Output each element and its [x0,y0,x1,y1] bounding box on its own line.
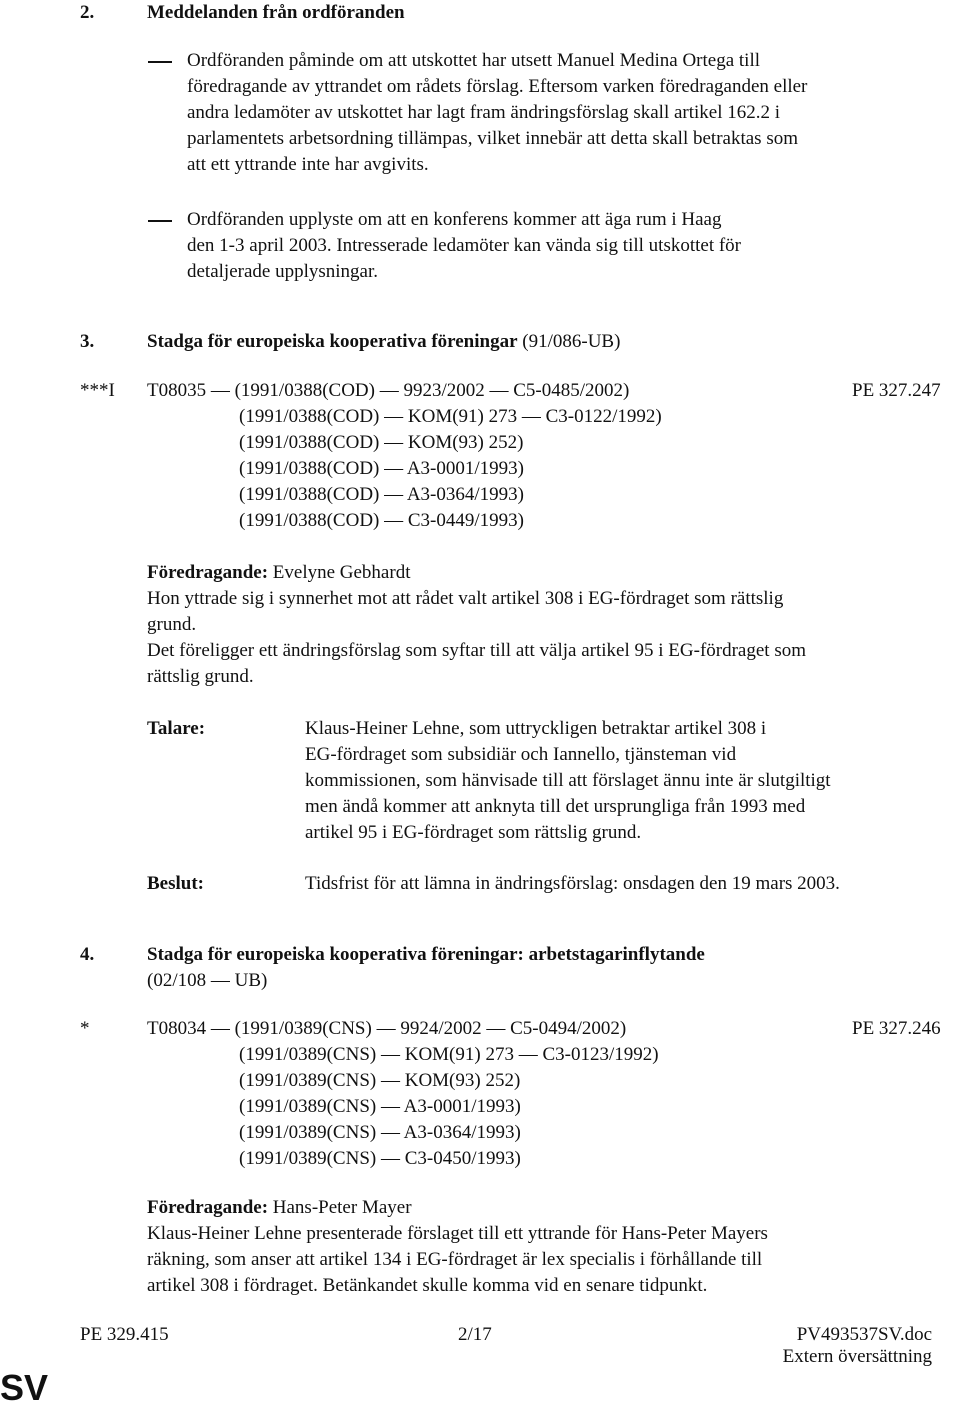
footer-pe-number: PE 329.415 [80,1324,169,1345]
text-line: Hon yttrade sig i synnerhet mot att rådet valt artikel 308 i EG-fördraget som rättslig [147,588,784,609]
speakers-label: Talare: [147,718,206,739]
rapporteur-label: Föredragande: [147,562,269,583]
language-code: SV [0,1367,49,1408]
text-line: andra ledamöter av utskottet har lagt fram ändringsförslag skall artikel 162.2 i [187,102,781,123]
reference-line: T08034 — (1991/0389(CNS) — 9924/2002 — C5-0494/2002) [147,1018,627,1039]
reference-line: T08035 — (1991/0388(COD) — 9923/2002 — C5-0485/2002) [147,380,630,401]
section-2-item-1 [187,48,807,178]
text-line: Det föreligger ett ändringsförslag som syftar till att välja artikel 95 i EG-fördraget som [147,640,806,661]
text-line: att ett yttrande inte har avgivits. [187,154,429,175]
reference-line: (1991/0389(CNS) — KOM(93) 252) [239,1070,521,1091]
text-line: artikel 308 i fördraget. Betänkandet skulle komma vid en senare tidpunkt. [147,1275,708,1296]
text-line: rättslig grund. [147,666,254,687]
speakers-text [305,716,831,846]
reference-line: (1991/0388(COD) — A3-0001/1993) [239,458,524,479]
footer-page-number: 2/17 [458,1324,492,1345]
section-3-number: 3. [80,331,95,352]
text-line: parlamentets arbetsordning tillämpas, vilket innebär att detta skall betraktas som [187,128,798,149]
procedure-mark: ***I [80,380,115,401]
rapporteur-line [147,1195,412,1221]
section-3-text [147,586,806,690]
text-line: Klaus-Heiner Lehne, som uttryckligen betraktar artikel 308 i [305,718,767,739]
text-line: räkning, som anser att artikel 134 i EG-fördraget är lex specialis i förhållande till [147,1249,763,1270]
text-line: artikel 95 i EG-fördraget som rättslig grund. [305,822,642,843]
reference-line: (1991/0388(COD) — A3-0364/1993) [239,484,524,505]
footer-doc-name: PV493537SV.doc [796,1324,932,1345]
reference-line: (1991/0389(CNS) — A3-0001/1993) [239,1096,521,1117]
section-2-title: Meddelanden från ordföranden [147,2,405,23]
section-2-number: 2. [80,2,95,23]
procedure-mark: * [80,1018,90,1039]
text-line: Ordföranden påminde om att utskottet har utsett Manuel Medina Ortega till [187,50,761,71]
section-4-title: Stadga för europeiska kooperativa föreningar: arbetstagarinflytande [147,944,705,965]
text-line: den 1-3 april 2003. Intresserade ledamöter kan vända sig till utskottet för [187,235,742,256]
rapporteur-name: Evelyne Gebhardt [272,562,411,583]
decision-text: Tidsfrist för att lämna in ändringsförslag: onsdagen den 19 mars 2003. [305,873,840,894]
section-4-number: 4. [80,944,95,965]
rapporteur-line [147,560,410,586]
rapporteur-name: Hans-Peter Mayer [272,1197,412,1218]
reference-line: (1991/0388(COD) — KOM(93) 252) [239,432,524,453]
section-3-title-suffix: (91/086-UB) [517,331,621,352]
reference-line: (1991/0389(CNS) — A3-0364/1993) [239,1122,521,1143]
reference-list [239,404,662,534]
reference-line: (1991/0389(CNS) — KOM(91) 273 — C3-0123/1992) [239,1044,659,1065]
decision-label: Beslut: [147,873,204,894]
footer-translation-note: Extern översättning [782,1346,932,1367]
section-4-subtitle: (02/108 — UB) [147,970,268,991]
pe-reference: PE 327.247 [852,380,941,401]
section-2-item-2 [187,207,741,285]
pe-reference: PE 327.246 [852,1018,941,1039]
reference-line: (1991/0388(COD) — KOM(91) 273 — C3-0122/1992) [239,406,662,427]
reference-line: (1991/0389(CNS) — C3-0450/1993) [239,1148,521,1169]
section-3-title: Stadga för europeiska kooperativa föreningar [147,331,518,352]
text-line: detaljerade upplysningar. [187,261,378,282]
text-line: men ändå kommer att anknyta till det ursprungliga från 1993 med [305,796,806,817]
text-line: kommissionen, som hänvisade till att förslaget ännu inte är slutgiltigt [305,770,831,791]
reference-list [239,1042,659,1172]
text-line: föredragande av yttrandet om rådets förslag. Eftersom varken föredraganden eller [187,76,808,97]
section-4-text [147,1221,768,1299]
reference-line: (1991/0388(COD) — C3-0449/1993) [239,510,524,531]
text-line: Ordföranden upplyste om att en konferens kommer att äga rum i Haag [187,209,722,230]
section-3-heading [147,329,620,355]
rapporteur-label: Föredragande: [147,1197,269,1218]
text-line: grund. [147,614,197,635]
text-line: Klaus-Heiner Lehne presenterade förslaget till ett yttrande för Hans-Peter Mayers [147,1223,768,1244]
dash-bullet [148,61,172,63]
text-line: EG-fördraget som subsidiär och Iannello, tjänsteman vid [305,744,737,765]
dash-bullet [148,220,172,222]
